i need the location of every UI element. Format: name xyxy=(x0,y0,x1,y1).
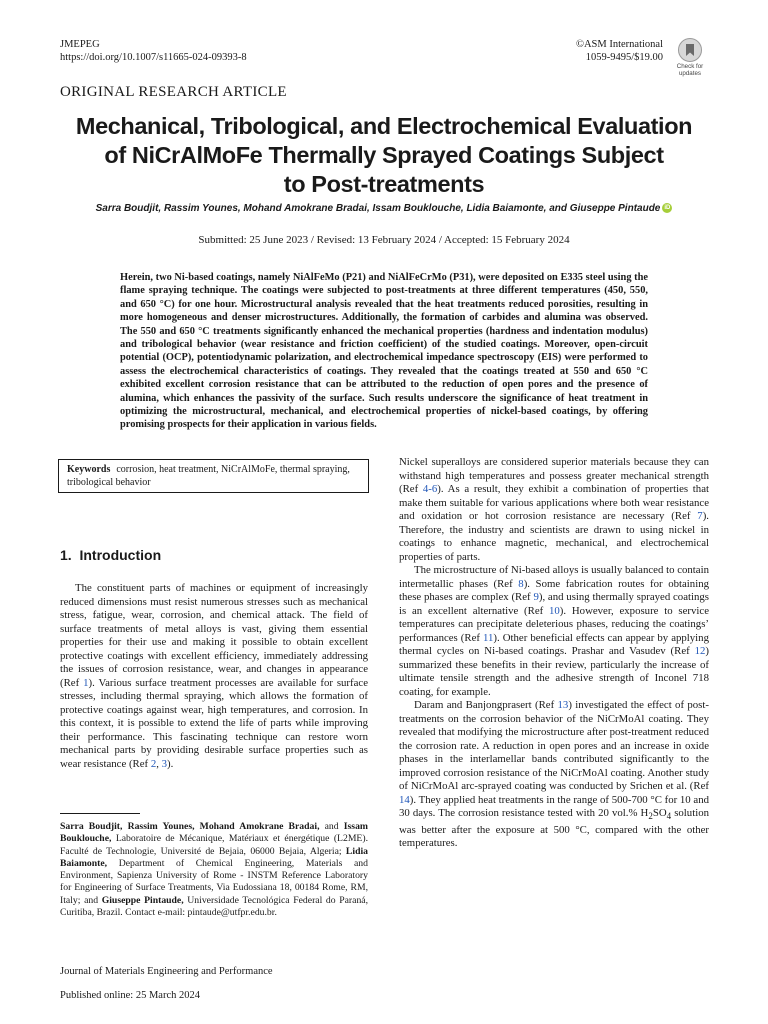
author-list xyxy=(60,203,708,214)
reference-link[interactable]: 13 xyxy=(557,699,569,711)
reference-link[interactable]: 2 xyxy=(150,757,157,770)
reference-link[interactable]: 1 xyxy=(83,676,89,689)
left-column-text xyxy=(60,582,368,771)
section-heading: 1. Introduction xyxy=(60,547,162,563)
journal-abbreviation: JMEPEG xyxy=(60,39,100,50)
author-names: Sarra Boudjit, Rassim Younes, Mohand Amokrane Bradai, Issam Bouklouche, Lidia Baiamonte, and Giuseppe Pintaude xyxy=(95,203,661,214)
journal-header xyxy=(60,38,247,64)
reference-link[interactable]: 12 xyxy=(694,645,706,657)
bookmark-icon xyxy=(678,38,702,62)
reference-link[interactable]: 14 xyxy=(399,793,410,806)
copyright-text: ©ASM International xyxy=(575,39,663,50)
reference-link[interactable]: 7 xyxy=(697,510,703,522)
reference-link[interactable]: 10 xyxy=(549,604,560,617)
paragraph: Nickel superalloys are considered superior materials because they can withstand high temperatures and possess greater mechanical strength (Ref 4-6). As a result, they exhibit a combination of properties that make them suitable for various applications where both wear resistance and oxidation or hot corrosion resistance are necessary (Ref 7). Therefore, the industry and scientists are drawn to using nickel in coatings to enhance magnetic, mechanical, and electrochemical properties of parts. xyxy=(399,456,709,563)
orcid-icon[interactable]: iD xyxy=(664,205,671,212)
author-affiliations: Sarra Boudjit, Rassim Younes, Mohand Amokrane Bradai, and Issam Bouklouche, Laboratoire de Mécanique, Matériaux et énergétique (L2ME). Faculté de Technologie, Université de Bejaia, 06000 Bejaia, Algeria; Lidia Baiamonte, Department of Chemical Engineering, Materials and Environment, Sapienza University of Rome - INSTM Reference Laboratory for Engineering of Surface Treatments, Via Eudossiana 18, 00184 Rome, RM, Italy; and Giuseppe Pintaude, Universidade Tecnológica Federal do Paraná, Curitiba, Brazil. Contact e-mail: pintaude@utfpr.edu.br. xyxy=(60,821,369,919)
reference-link[interactable]: 11 xyxy=(483,631,494,644)
publisher-header xyxy=(576,38,663,64)
right-column-text xyxy=(399,456,709,851)
reference-link[interactable]: 8 xyxy=(518,577,524,590)
paragraph: The constituent parts of machines or equipment of increasingly reduced dimensions must resist numerous stresses such as mechanical stress, fatigue, wear, corrosion, and chemical attack. The field of surface treatments of metal alloys is vast, giving them essential properties for their use and making it possible to obtain excellent protective coatings with excellent efficiency, immediately addressing the issues of corrosion resistance, wear, and changes in appearance (Ref 1). Various surface treatment processes are available for surface stresses, including thermal spraying, which allows the formation of protective coatings against wear, high temperatures, and corrosion. In this context, it is possible to extend the life of parts while improving their performance. This fascinating technique can restore worn mechanical parts by providing desirable surface properties such as wear resistance (Ref 2, 3). xyxy=(60,582,369,770)
issn-price: 1059-9495/$19.00 xyxy=(585,52,663,63)
keywords-text: corrosion, heat treatment, NiCrAlMoFe, thermal spraying, tribological behavior xyxy=(67,464,350,488)
reference-link[interactable]: 3 xyxy=(161,757,168,770)
doi-link[interactable]: https://doi.org/10.1007/s11665-024-09393-8 xyxy=(60,52,247,63)
reference-link[interactable]: 9 xyxy=(533,591,539,603)
check-for-updates-badge[interactable] xyxy=(672,38,708,77)
paragraph: The microstructure of Ni-based alloys is usually balanced to contain intermetallic phases (Ref 8). Some fabrication routes for obtaining these phases are complex (Ref 9), and using thermally sprayed coatings is an excellent alternative (Ref 10). However, exposure to service temperatures can precipitate deleterious phases, reducing the coatings’ performances (Ref 11). Other beneficial effects can appear by applying thermal cycles on Ni-based coatings. Prashar and Vasudev (Ref 12) summarized these benefits in their review, particularly the increase of ultimate tensile strength and the adhesive strength of Inconel 718 coating, for example. xyxy=(399,564,709,698)
keywords-label: Keywords xyxy=(67,464,111,475)
footer-journal-name: Journal of Materials Engineering and Performance xyxy=(60,966,273,977)
article-type: ORIGINAL RESEARCH ARTICLE xyxy=(60,84,287,100)
abstract: Herein, two Ni-based coatings, namely NiAlFeMo (P21) and NiAlFeCrMo (P31), were deposited on E335 steel using the flame spraying technique. The coatings were subjected to post-treatments at three different temperatures (450, 550, and 650 °C) for one hour. Microstructural analysis revealed that the heat treatments reduced porosities, resulting in more homogeneous and denser microstructures. Additionally, the formation of carbides and alumina was observed. The 550 and 650 °C treatments significantly enhanced the mechanical properties (hardness and indentation modulus) and tribological behavior (wear resistance and friction coefficient) of the studied coatings. Moreover, open-circuit potential (OCP), potentiodynamic polarization, and electrochemical impedance spectroscopy (EIS) were performed to assess the electrochemical characteristics of coatings. They revealed that the coatings treated at 550 and 650 °C exhibited excellent corrosion resistance that can be attributed to the reduction of open pores and the presence of alumina, which enhances the passivity of the surface. Such results underscore the significance of heat treatment in optimizing the microstructural, mechanical, and electrochemical properties of nickel-based coatings, by offering promising prospects for their application in various fields. xyxy=(120,272,648,431)
footnote-divider xyxy=(60,813,140,814)
keywords-box xyxy=(58,459,369,493)
badge-label: Check for updates xyxy=(676,63,704,77)
paragraph: Daram and Banjongprasert (Ref 13) investigated the effect of post-treatments on the corrosion behavior of the NiCrMoAl coating. They revealed that modifying the microstructure after post-treatment reduced the corrosion rate. A reduction in open pores and an increase in oxide phases in the interlamellar bands contributed significantly to the improved corrosion resistance of the NiCrMoAl coating. Another study of NiCrMoAl arc-sprayed coating was conducted by Srichen et al. (Ref 14). They applied heat treatments in the range of 500-700 °C for 10 and 30 days. The corrosion resistance tested with 20 vol.% $H_2SO_4$ solution was better after the exposure at 500 °C, compared with the other temperatures. xyxy=(399,699,709,850)
submission-dates: Submitted: 25 June 2023 / Revised: 13 February 2024 / Accepted: 15 February 2024 xyxy=(198,234,570,246)
article-title: Mechanical, Tribological, and Electrochemical Evaluation of NiCrAlMoFe Thermally Sprayed Coatings Subject to Post-treatments xyxy=(75,113,693,197)
footer-published-date: Published online: 25 March 2024 xyxy=(60,990,200,1001)
reference-link[interactable]: 4-6 xyxy=(422,483,438,495)
